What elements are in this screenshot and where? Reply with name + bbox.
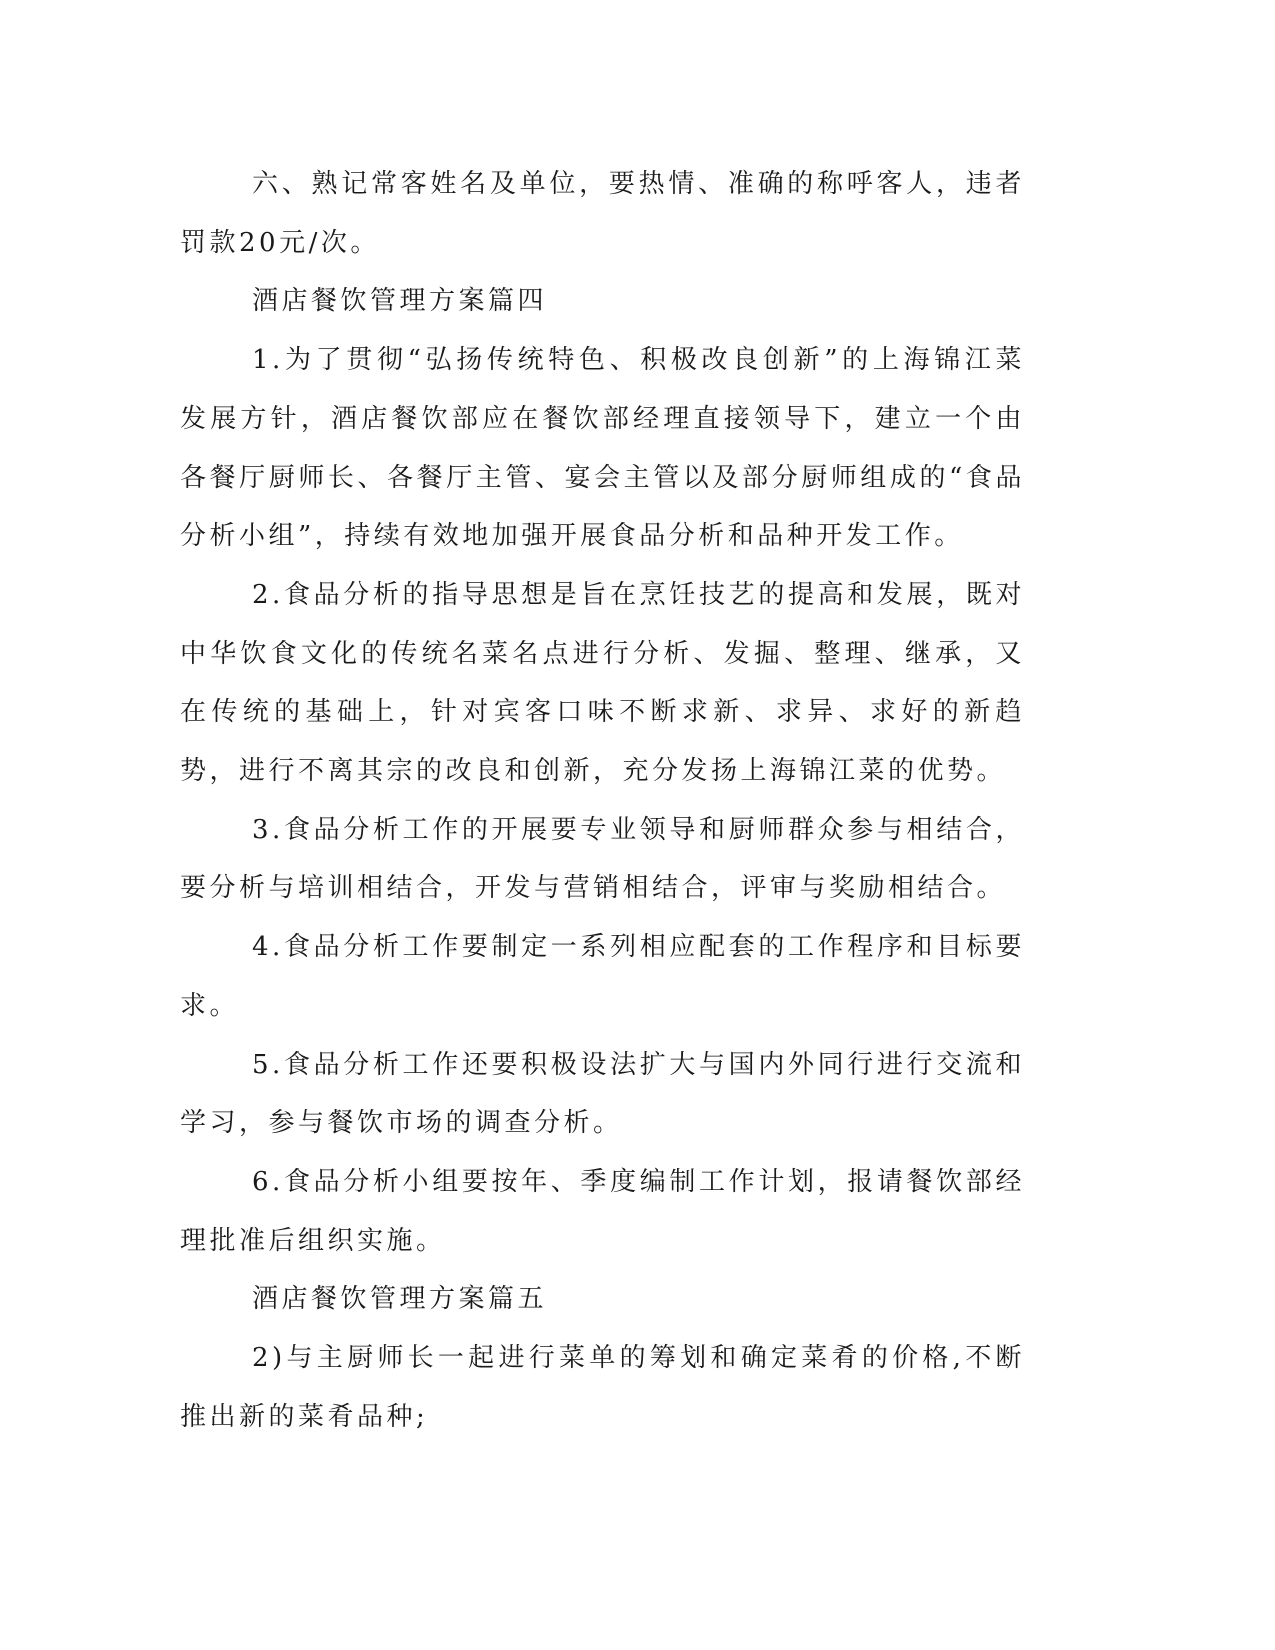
paragraph-item-1: 1.为了贯彻“弘扬传统特色、积极改良创新”的上海锦江菜发展方针，酒店餐饮部应在餐饮部经理直接领导下，建立一个由各餐厅厨师长、各餐厅主管、宴会主管以及部分厨师组成的“食品分析小组”，持续有效地加强开展食品分析和品种开发工作。 bbox=[180, 345, 1025, 552]
paragraph-item-5: 5.食品分析工作还要积极设法扩大与国内外同行进行交流和学习，参与餐饮市场的调查分析。 bbox=[180, 1049, 1025, 1139]
paragraph-item-3: 3.食品分析工作的开展要专业领导和厨师群众参与相结合，要分析与培训相结合，开发与营销相结合，评审与奖励相结合。 bbox=[180, 814, 1025, 904]
paragraph-duty-2: 2)与主厨师长一起进行菜单的筹划和确定菜肴的价格,不断推出新的菜肴品种; bbox=[180, 1343, 1025, 1432]
document-body bbox=[180, 155, 1025, 1446]
section-heading-part-four: 酒店餐饮管理方案篇四 bbox=[252, 286, 548, 317]
section-heading-part-five: 酒店餐饮管理方案篇五 bbox=[252, 1284, 548, 1315]
paragraph-item-6: 6.食品分析小组要按年、季度编制工作计划，报请餐饮部经理批准后组织实施。 bbox=[180, 1166, 1025, 1256]
paragraph-item-2: 2.食品分析的指导思想是旨在烹饪技艺的提高和发展，既对中华饮食文化的传统名菜名点进行分析、发掘、整理、继承，又在传统的基础上，针对宾客口味不断求新、求异、求好的新趋势，进行不离其宗的改良和创新，充分发扬上海锦江菜的优势。 bbox=[180, 579, 1025, 787]
paragraph-item-4: 4.食品分析工作要制定一系列相应配套的工作程序和目标要求。 bbox=[180, 932, 1025, 1021]
paragraph-rule-six: 六、熟记常客姓名及单位，要热情、准确的称呼客人，违者罚款20元/次。 bbox=[180, 169, 1025, 258]
